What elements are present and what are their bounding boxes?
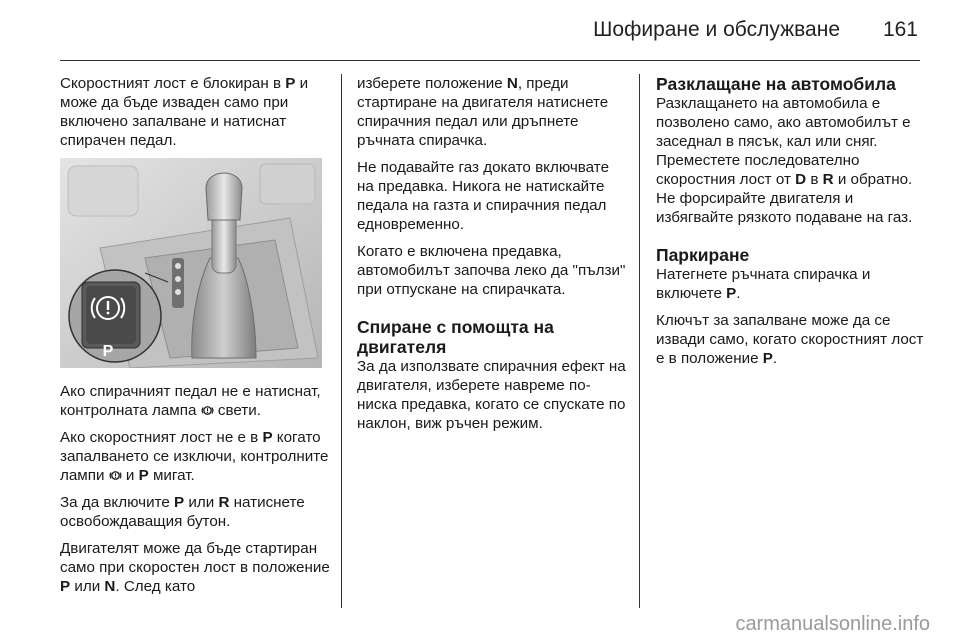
paragraph: Ако спирачният педал не е натиснат, контролната лампа свети. — [60, 383, 321, 419]
column-divider — [341, 74, 342, 608]
section-heading: Разклащане на автомобила — [656, 74, 896, 94]
watermark: carmanualsonline.info — [735, 613, 930, 635]
paragraph: Ако скоростният лост не е в P когато запалването се изключи, контролните лампи и P мигат. — [60, 429, 329, 484]
paragraph: Не подавайте газ докато включвате на предавка. Никога не натискайте педала на газта и спирачния педал едновременно. — [357, 159, 610, 233]
button-letter: P — [102, 343, 114, 360]
column-2 — [357, 74, 627, 441]
chapter-title: Шофиране и обслужване — [593, 18, 840, 41]
paragraph: За да включите P или R натиснете освобождаващия бутон. — [60, 494, 305, 530]
page-header — [0, 0, 960, 60]
brake-warning-icon — [201, 404, 214, 417]
page-number: 161 — [882, 18, 918, 41]
section-heading: Спиране с помощта на двигателя — [357, 317, 554, 357]
column-3 — [656, 74, 926, 376]
paragraph: За да използвате спирачния ефект на двигателя, изберете навреме по-ниска предавка, когато се спускате по наклон, виж ръчен режим. — [357, 358, 626, 432]
header-rule — [60, 60, 920, 61]
brake-warning-icon — [109, 469, 122, 482]
paragraph: изберете положение N, преди стартиране на двигателя натиснете спирачния педал или дръпнете ръчната спирачка. — [357, 75, 609, 149]
paragraph: Разклащането на автомобила е позволено само, ако автомобилът е заседнал в пясък, кал или сняг. Преместете последователно скоростния лост от D в R и обратно. Не форсирайте двигателя и избягвайте рязкото подаване на газ. — [656, 95, 913, 226]
paragraph: Когато е включена предавка, автомобилът започва леко да "пълзи" при отпускане на спирачката. — [357, 243, 626, 298]
paragraph: Скоростният лост е блокиран в P и може да бъде изваден само при включено запалване и натиснат спирачен педал. — [60, 75, 309, 149]
paragraph: Двигателят може да бъде стартиран само при скоростен лост в положение P или N. След като — [60, 540, 330, 595]
column-1 — [60, 74, 332, 604]
paragraph: Натегнете ръчната спирачка и включете P. — [656, 266, 871, 302]
column-divider — [639, 74, 640, 608]
gear-lever-illustration — [60, 158, 322, 368]
paragraph: Ключът за запалване може да се извади само, когато скоростният лост е в положение P. — [656, 312, 924, 367]
section-heading: Паркиране — [656, 245, 750, 265]
